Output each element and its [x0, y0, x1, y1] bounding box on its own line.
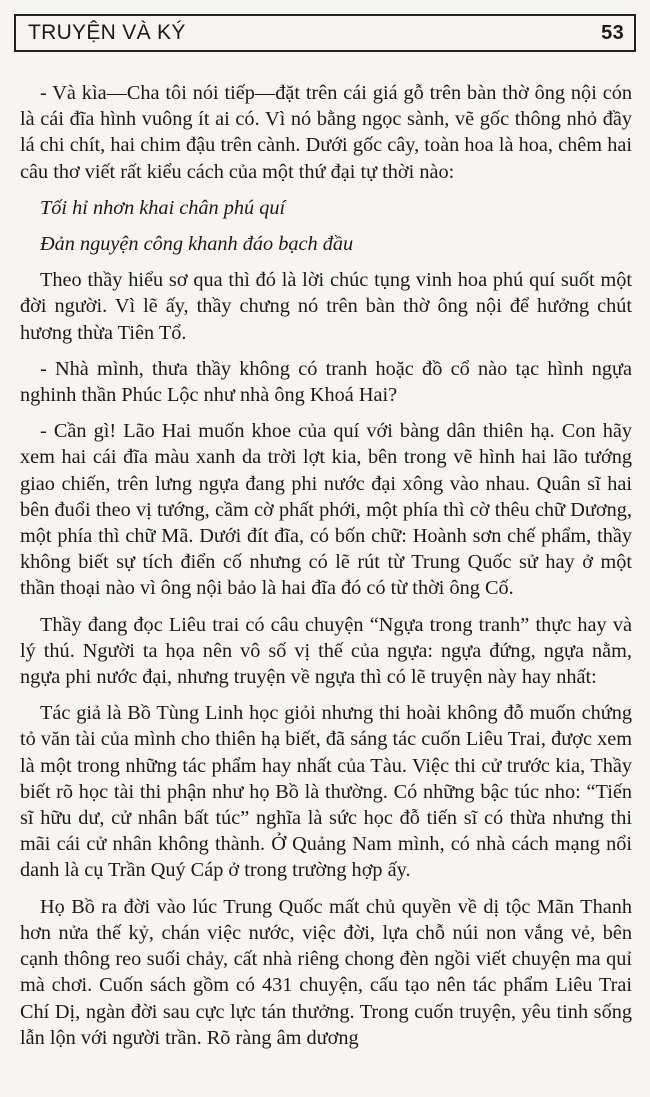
paragraph: Thầy đang đọc Liêu trai có câu chuyện “Ngựa trong tranh” thực hay và lý thú. Người ta họa nên vô số vị thế của ngựa: ngựa đứng, ngựa nằm, ngựa phi nước đại, nhưng truyện về ngựa thì có lẽ truyện này hay nhất:	[20, 613, 632, 689]
verse-line: Đản nguyện công khanh đáo bạch đầu	[40, 233, 354, 256]
paragraph: Theo thầy hiểu sơ qua thì đó là lời chúc tụng vinh hoa phú quí suốt một đời người. Vì lẽ ấy, thầy chưng nó trên bàn thờ ông nội để hưởng chút hương thừa Tiên Tổ.	[20, 269, 632, 344]
verse-line: Tối hỉ nhơn khai chân phú quí	[40, 196, 286, 219]
paragraph: - Nhà mình, thưa thầy không có tranh hoặc đồ cổ nào tạc hình ngựa nghinh thần Phúc Lộc như nhà ông Khoá Hai?	[20, 357, 632, 407]
chapter-title: TRUYỆN VÀ KÝ	[28, 21, 186, 44]
page-number: 53	[601, 21, 624, 44]
paragraph: - Cần gì! Lão Hai muốn khoe của quí với bàng dân thiên hạ. Con hãy xem hai cái đĩa màu xanh da trời lợt kia, bên trong vẽ hình hai lão tướng giao chiến, trên lưng ngựa đang phi nước đại xông vào nhau. Quân sĩ hai bên đuổi theo vị tướng, cầm cờ phất phới, một phía thì cờ thêu chữ Dương, một phía thì chữ Mã. Dưới đít đĩa, có bốn chữ: Hoành sơn chế phẩm, thầy không biết sự tích điển cố nhưng có lẽ rút từ Trung Quốc sử hay ở một thần thoại nào vì ông nội bảo là hai đĩa đó có từ thời ông Cố.	[20, 420, 632, 600]
paragraph: - Và kìa—Cha tôi nói tiếp—đặt trên cái giá gỗ trên bàn thờ ông nội cón là cái đĩa hình vuông ít ai có. Vì nó bằng ngọc sành, vẽ gốc thông nhỏ đầy lá chi chít, hai chim đậu trên cành. Dưới gốc cây, toàn hoa là hoa, chêm hai câu thơ viết rất kiểu cách của một thứ đại tự thời nào:	[20, 82, 632, 183]
paragraph: Họ Bồ ra đời vào lúc Trung Quốc mất chủ quyền về dị tộc Mãn Thanh hơn nửa thế kỷ, chán việc nước, việc đời, lựa chỗ núi non vắng vẻ, bên cạnh thông reo suối chảy, cất nhà riêng chong đèn ngồi viết chuyện ma quỉ mà chơi. Cuốn sách gồm có 431 chuyện, cấu tạo nên tác phẩm Liêu Trai Chí Dị, ngàn đời sau cực lực tán thưởng. Trong cuốn truyện, yêu tinh sống lẫn lộn với người trần. Rõ ràng âm dương	[20, 895, 632, 1049]
running-header	[14, 14, 636, 52]
paragraph: Tác giả là Bồ Tùng Linh học giỏi nhưng thi hoài không đỗ muốn chứng tỏ văn tài của mình cho thiên hạ biết, đã sáng tác cuốn Liêu Trai, được xem là một trong những tác phẩm hay nhất của Tàu. Việc thi cử trước kia, Thầy biết rõ học tài thi phận như họ Bồ là thường. Có những bậc túc nho: “Tiến sĩ hữu dư, cử nhân bất túc” nghĩa là sức học đỗ tiến sĩ có thừa nhưng thi mãi cái cử nhân không thành. Ở Quảng Nam mình, có nhà cách mạng nổi danh là cụ Trần Quý Cáp ở trong trường hợp ấy.	[20, 702, 632, 882]
body-text	[20, 80, 632, 1061]
